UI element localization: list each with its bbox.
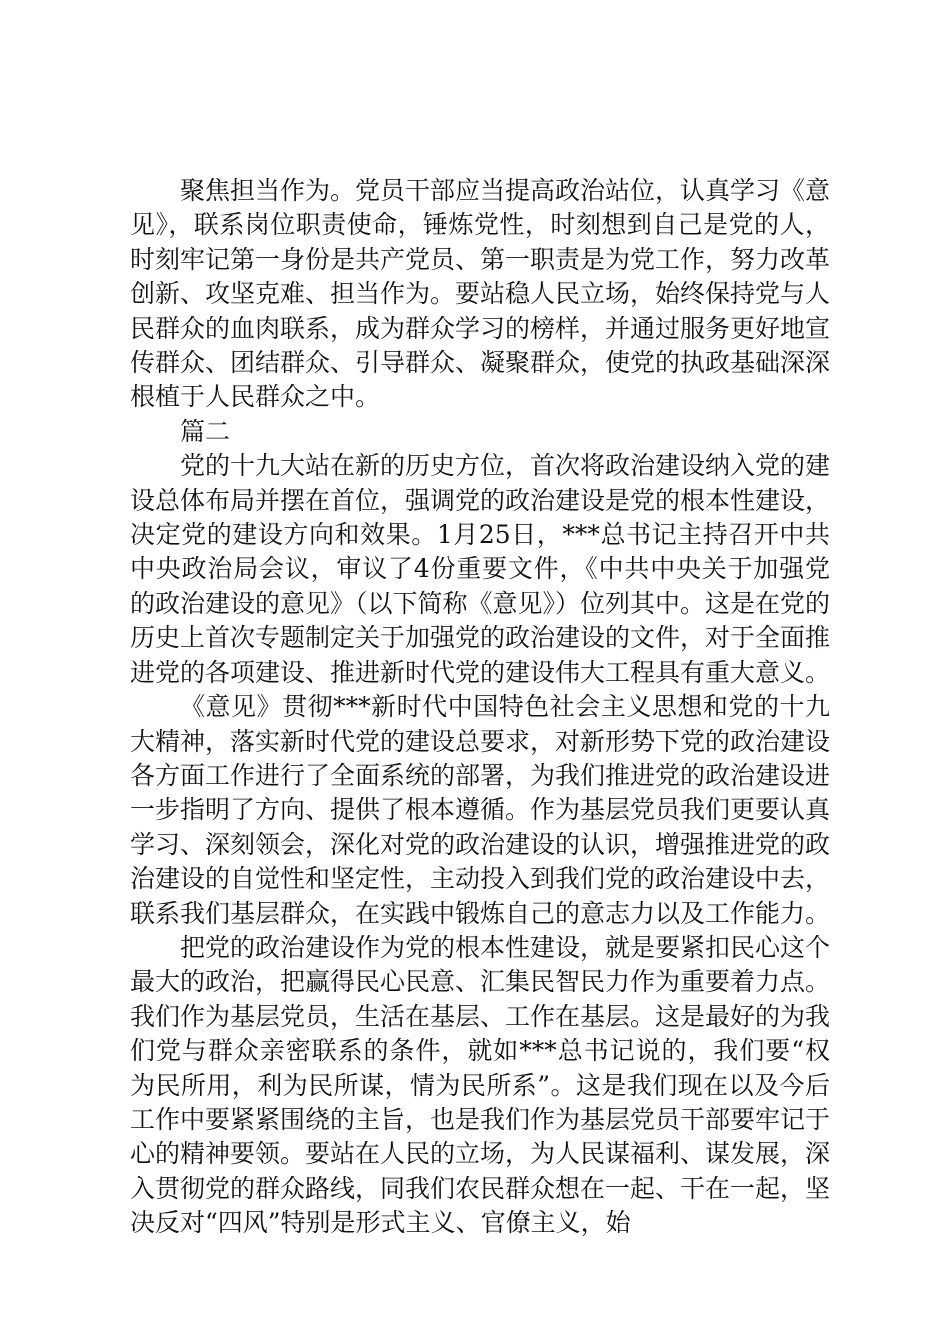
paragraph-focus-on-responsibility: 聚焦担当作为。党员干部应当提高政治站位，认真学习《意见》，联系岗位职责使命，锤炼党性，时刻想到自己是党的人，时刻牢记第一身份是共产党员、第一职责是为党工作，努力改革创新、攻坚克难、担当作为。要站稳人民立场，始终保持党与人民群众的血肉联系，成为群众学习的榜样，并通过服务更好地宣传群众、团结群众、引导群众、凝聚群众，使党的执政基础深深根植于人民群众之中。: [130, 176, 831, 412]
paragraph-nineteenth-congress: 党的十九大站在新的历史方位，首次将政治建设纳入党的建设总体布局并摆在首位，强调党的政治建设是党的根本性建设，决定党的建设方向和效果。1月25日，***总书记主持召开中共中央政治局会议，审议了4份重要文件，《中共中央关于加强党的政治建设的意见》（以下简称《意见》）位列其中。这是在党的历史上首次专题制定关于加强党的政治建设的文件，对于全面推进党的各项建设、推进新时代党的建设伟大工程具有重大意义。: [130, 451, 831, 687]
paragraph-political-building: 把党的政治建设作为党的根本性建设，就是要紧扣民心这个最大的政治，把赢得民心民意、汇集民智民力作为重要着力点。我们作为基层党员，生活在基层、工作在基层。这是最好的为我们党与群众亲密联系的条件，就如***总书记说的，我们要“权为民所用，利为民所谋，情为民所系”。这是我们现在以及今后工作中要紧紧围绕的主旨，也是我们作为基层党员干部要牢记于心的精神要领。要站在人民的立场，为人民谋福利、谋发展，深入贯彻党的群众路线，同我们农民群众想在一起、干在一起，坚决反对“四风”特别是形式主义、官僚主义，始: [130, 932, 831, 1238]
document-body: [130, 174, 830, 1241]
paragraph-opinion-implementation: 《意见》贯彻***新时代中国特色社会主义思想和党的十九大精神，落实新时代党的建设总要求，对新形势下党的政治建设各方面工作进行了全面系统的部署，为我们推进党的政治建设进一步指明了方向、提供了根本遵循。作为基层党员我们更要认真学习、深刻领会，深化对党的政治建设的认识，增强推进党的政治建设的自觉性和坚定性，主动投入到我们党的政治建设中去，联系我们基层群众，在实践中锻炼自己的意志力以及工作能力。: [130, 692, 831, 928]
section-heading-part-two: 篇二: [180, 416, 231, 446]
